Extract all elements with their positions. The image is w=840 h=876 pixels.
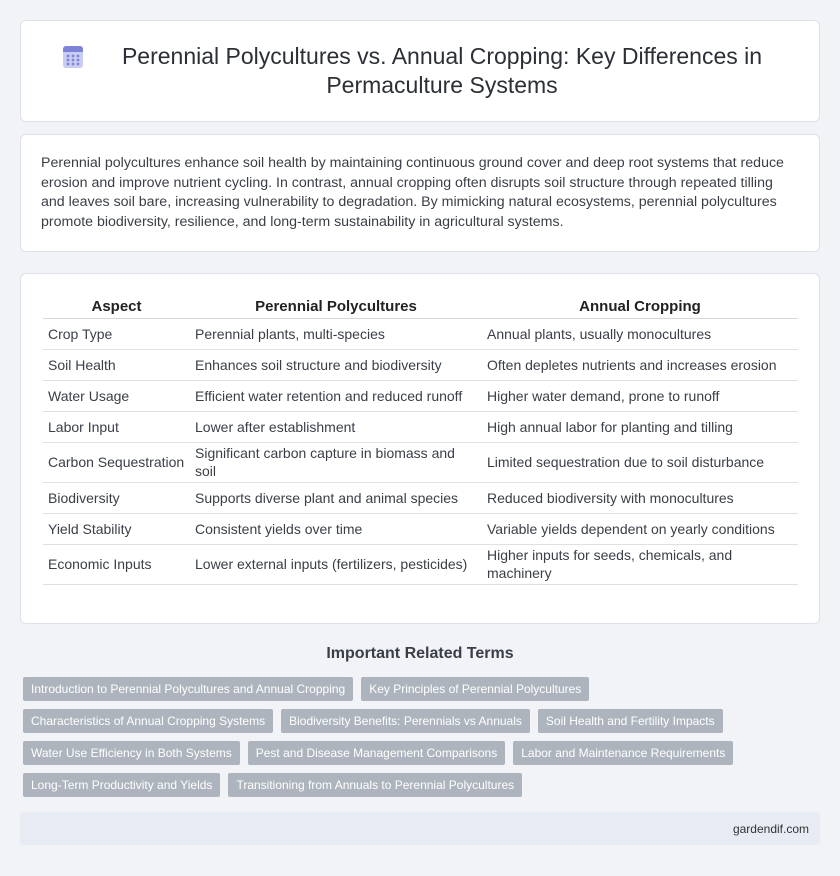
table-cell-aspect: Biodiversity [43,482,190,513]
related-terms-heading: Important Related Terms [326,645,514,662]
table-row [43,513,798,544]
table-cell-perennial: Lower after establishment [190,411,482,442]
table-cell-aspect: Carbon Sequestration [43,442,190,482]
table-cell-annual: Annual plants, usually monocultures [482,318,798,349]
table-cell-perennial: Lower external inputs (fertilizers, pesticides) [190,544,482,584]
related-term-link[interactable]: Transitioning from Annuals to Perennial Polycultures [228,773,522,797]
column-header-aspect: Aspect [43,296,190,318]
related-term-link[interactable]: Pest and Disease Management Comparisons [248,741,505,765]
table-cell-annual: Variable yields dependent on yearly conditions [482,513,798,544]
intro-card [20,134,820,252]
comparison-table [43,296,798,585]
table-row [43,349,798,380]
footer [20,812,820,845]
tag-row [23,677,813,701]
table-cell-annual: Often depletes nutrients and increases erosion [482,349,798,380]
footer-site-link[interactable]: gardendif.com [732,821,809,836]
related-term-link[interactable]: Biodiversity Benefits: Perennials vs Annuals [281,709,530,733]
table-cell-aspect: Labor Input [43,411,190,442]
related-term-link[interactable]: Characteristics of Annual Cropping Systems [23,709,273,733]
page-title: Perennial Polycultures vs. Annual Cropping: Key Differences in Permaculture Systems [121,43,763,98]
tag-row [23,741,813,765]
column-header-annual: Annual Cropping [482,296,798,318]
table-row [43,442,798,482]
related-term-link[interactable]: Labor and Maintenance Requirements [513,741,733,765]
table-cell-annual: Reduced biodiversity with monocultures [482,482,798,513]
table-cell-perennial: Efficient water retention and reduced runoff [190,380,482,411]
column-header-perennial: Perennial Polycultures [190,296,482,318]
related-term-link[interactable]: Introduction to Perennial Polycultures and Annual Cropping [23,677,353,701]
table-row [43,482,798,513]
related-terms-list [23,677,813,805]
intro-paragraph: Perennial polycultures enhance soil health by maintaining continuous ground cover and deep root systems that reduce erosion and improve nutrient cycling. In contrast, annual cropping often disrupts soil structure through repeated tilling and leaves soil bare, increasing vulnerability to degradation. By mimicking natural ecosystems, perennial polycultures promote biodiversity, resilience, and long-term sustainability in agricultural systems. [41,155,784,230]
related-term-link[interactable]: Long-Term Productivity and Yields [23,773,220,797]
table-cell-annual: Higher water demand, prone to runoff [482,380,798,411]
table-row [43,544,798,584]
related-term-link[interactable]: Key Principles of Perennial Polycultures [361,677,589,701]
table-cell-aspect: Crop Type [43,318,190,349]
table-cell-perennial: Consistent yields over time [190,513,482,544]
table-cell-aspect: Yield Stability [43,513,190,544]
header [61,42,779,100]
table-cell-perennial: Perennial plants, multi-species [190,318,482,349]
related-term-link[interactable]: Water Use Efficiency in Both Systems [23,741,240,765]
table-header-row [43,296,798,318]
tag-row [23,773,813,797]
related-term-link[interactable]: Soil Health and Fertility Impacts [538,709,723,733]
table-cell-annual: Higher inputs for seeds, chemicals, and machinery [482,544,798,584]
table-cell-aspect: Economic Inputs [43,544,190,584]
table-cell-aspect: Water Usage [43,380,190,411]
table-row [43,380,798,411]
calculator-icon [61,45,85,69]
table-cell-aspect: Soil Health [43,349,190,380]
header-card [20,20,820,122]
table-cell-perennial: Enhances soil structure and biodiversity [190,349,482,380]
table-cell-annual: Limited sequestration due to soil disturbance [482,442,798,482]
table-cell-annual: High annual labor for planting and tilling [482,411,798,442]
table-row [43,411,798,442]
comparison-table-card [20,273,820,624]
table-cell-perennial: Significant carbon capture in biomass and soil [190,442,482,482]
table-row [43,318,798,349]
table-cell-perennial: Supports diverse plant and animal species [190,482,482,513]
tag-row [23,709,813,733]
